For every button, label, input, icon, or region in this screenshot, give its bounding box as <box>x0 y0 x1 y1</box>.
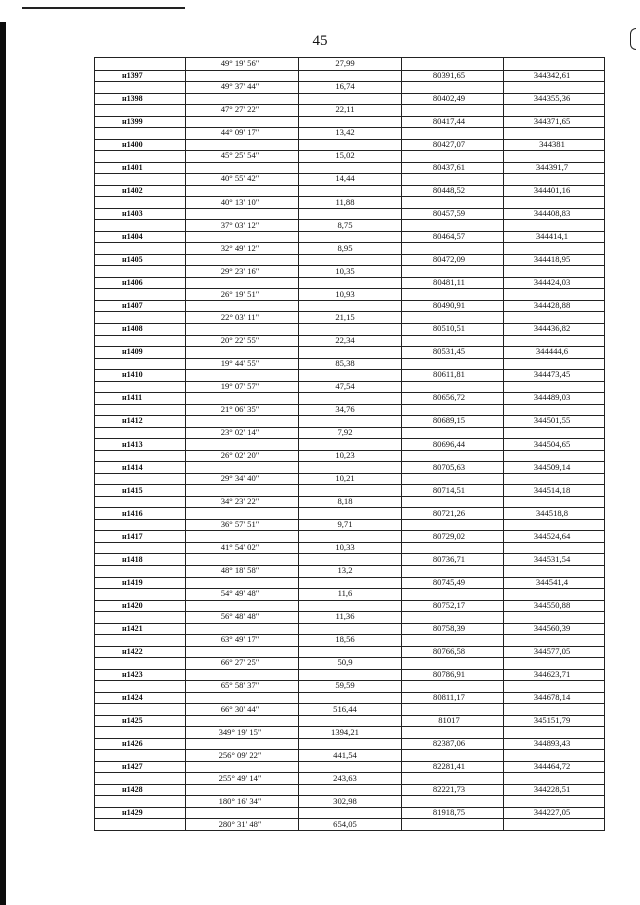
x-coordinate: 81017 <box>438 715 460 725</box>
x-coordinate: 80811,17 <box>433 692 465 702</box>
y-coordinate: 344381 <box>539 139 565 149</box>
y-coordinate: 344436,82 <box>533 323 571 333</box>
segment-length: 10,33 <box>335 542 355 552</box>
x-coordinate: 80752,17 <box>432 600 466 610</box>
direction-angle: 41° 54' 02" <box>220 542 260 552</box>
point-id: н1409 <box>122 347 143 356</box>
segment-length: 10,23 <box>335 450 355 460</box>
point-id: н1399 <box>122 117 143 126</box>
direction-angle: 22° 03' 11" <box>220 312 260 322</box>
point-id: н1404 <box>122 232 143 241</box>
direction-angle: 20° 22' 55" <box>220 335 260 345</box>
direction-angle: 48° 18' 58" <box>220 565 260 575</box>
direction-angle: 54° 49' 48" <box>220 588 260 598</box>
segment-length: 59,59 <box>335 680 355 690</box>
y-coordinate: 344408,83 <box>533 208 571 218</box>
y-coordinate: 344489,03 <box>533 392 571 402</box>
direction-angle: 45° 25' 54" <box>220 150 260 160</box>
y-coordinate: 344227,05 <box>533 807 571 817</box>
segment-length: 441,54 <box>333 750 357 760</box>
point-id: н1401 <box>122 163 143 172</box>
segment-length: 9,71 <box>337 519 353 529</box>
direction-angle: 40° 13' 10" <box>220 197 260 207</box>
x-coordinate: 80656,72 <box>432 392 466 402</box>
x-coordinate: 80481,11 <box>433 277 465 287</box>
segment-length: 302,98 <box>333 796 357 806</box>
segment-length: 7,92 <box>337 427 353 437</box>
y-coordinate: 344509,14 <box>533 462 571 472</box>
y-coordinate: 344228,51 <box>533 784 571 794</box>
y-coordinate: 344355,36 <box>533 93 571 103</box>
segment-length: 50,9 <box>337 657 353 667</box>
direction-angle: 34° 23' 22" <box>220 496 260 506</box>
direction-angle: 26° 19' 51" <box>220 289 260 299</box>
point-id: н1429 <box>122 808 143 817</box>
direction-angle: 255° 49' 14" <box>218 773 262 783</box>
direction-angle: 280° 31' 48" <box>218 819 262 829</box>
direction-angle: 49° 37' 44" <box>220 81 260 91</box>
point-id: н1403 <box>122 209 143 218</box>
x-coordinate: 80448,52 <box>432 185 466 195</box>
x-coordinate: 80714,51 <box>432 485 466 495</box>
y-coordinate: 344414,1 <box>535 231 569 241</box>
direction-angle: 36° 57' 51" <box>220 519 260 529</box>
coordinates-table <box>94 57 605 831</box>
x-coordinate: 82281,41 <box>432 761 466 771</box>
y-coordinate: 344504,65 <box>533 439 571 449</box>
y-coordinate: 344623,71 <box>533 669 571 679</box>
point-id: н1406 <box>122 278 143 287</box>
point-id: н1426 <box>122 739 143 748</box>
direction-angle: 26° 02' 20" <box>220 450 260 460</box>
x-coordinate: 80736,71 <box>432 554 466 564</box>
direction-angle: 19° 44' 55" <box>220 358 260 368</box>
point-id: н1418 <box>122 555 143 564</box>
x-coordinate: 80786,91 <box>432 669 466 679</box>
x-coordinate: 80729,02 <box>432 531 466 541</box>
segment-length: 10,21 <box>335 473 355 483</box>
point-id: н1410 <box>122 370 143 379</box>
y-coordinate: 344518,8 <box>535 508 569 518</box>
y-coordinate: 344444,6 <box>535 346 569 356</box>
segment-length: 85,38 <box>335 358 355 368</box>
x-coordinate: 80611,81 <box>433 369 465 379</box>
point-id: н1405 <box>122 255 143 264</box>
y-coordinate: 344514,18 <box>533 485 571 495</box>
segment-length: 243,63 <box>333 773 357 783</box>
segment-length: 654,05 <box>333 819 357 829</box>
segment-length: 34,76 <box>335 404 355 414</box>
point-id: н1424 <box>122 693 143 702</box>
direction-angle: 49° 19' 56" <box>220 58 260 68</box>
x-coordinate: 80721,26 <box>432 508 466 518</box>
x-coordinate: 80472,09 <box>432 254 466 264</box>
segment-length: 13,2 <box>337 565 353 575</box>
direction-angle: 44° 09' 17" <box>220 127 260 137</box>
x-coordinate: 80391,65 <box>432 70 466 80</box>
y-coordinate: 344391,7 <box>535 162 569 172</box>
y-coordinate: 344342,61 <box>533 70 571 80</box>
x-coordinate: 80766,58 <box>432 646 466 656</box>
point-id: н1397 <box>122 71 143 80</box>
y-coordinate: 344424,03 <box>533 277 571 287</box>
page-number: 45 <box>312 33 328 49</box>
x-coordinate: 80758,39 <box>432 623 466 633</box>
direction-angle: 21° 06' 35" <box>220 404 260 414</box>
point-id: н1425 <box>122 716 143 725</box>
point-id: н1420 <box>122 601 143 610</box>
segment-length: 10,35 <box>335 266 355 276</box>
x-coordinate: 82387,06 <box>432 738 466 748</box>
point-id: н1428 <box>122 785 143 794</box>
x-coordinate: 80745,49 <box>432 577 466 587</box>
point-id: н1417 <box>122 532 143 541</box>
direction-angle: 180° 16' 34" <box>218 796 262 806</box>
point-id: н1419 <box>122 578 143 587</box>
x-coordinate: 80696,44 <box>432 439 466 449</box>
y-coordinate: 344473,45 <box>533 369 571 379</box>
segment-length: 8,95 <box>337 243 353 253</box>
direction-angle: 66° 27' 25" <box>220 657 260 667</box>
y-coordinate: 344524,64 <box>533 531 571 541</box>
top-rule <box>22 7 185 9</box>
direction-angle: 349° 19' 15" <box>218 727 262 737</box>
point-id: н1413 <box>122 440 143 449</box>
segment-length: 1394,21 <box>331 727 359 737</box>
segment-length: 16,74 <box>335 81 355 91</box>
y-coordinate: 344678,14 <box>533 692 571 702</box>
point-id: н1423 <box>122 670 143 679</box>
y-coordinate: 344550,88 <box>533 600 571 610</box>
direction-angle: 56° 48' 48" <box>220 611 260 621</box>
point-id: н1408 <box>122 324 143 333</box>
direction-angle: 47° 27' 22" <box>220 104 260 114</box>
direction-angle: 23° 02' 14" <box>220 427 260 437</box>
point-id: н1421 <box>122 624 143 633</box>
segment-length: 10,93 <box>335 289 355 299</box>
direction-angle: 19° 07' 57" <box>220 381 260 391</box>
point-id: н1416 <box>122 509 143 518</box>
y-coordinate: 344893,43 <box>533 738 571 748</box>
x-coordinate: 80490,91 <box>432 300 466 310</box>
segment-length: 27,99 <box>335 58 355 68</box>
point-id: н1415 <box>122 486 143 495</box>
x-coordinate: 81918,75 <box>432 807 466 817</box>
segment-length: 11,36 <box>335 611 355 621</box>
direction-angle: 256° 09' 22" <box>218 750 262 760</box>
point-id: н1400 <box>122 140 143 149</box>
point-id: н1422 <box>122 647 143 656</box>
y-coordinate: 344371,65 <box>533 116 571 126</box>
x-coordinate: 80402,49 <box>432 93 466 103</box>
x-coordinate: 80705,63 <box>432 462 466 472</box>
segment-length: 8,18 <box>337 496 353 506</box>
point-id: н1412 <box>122 416 143 425</box>
point-id: н1402 <box>122 186 143 195</box>
x-coordinate: 80689,15 <box>432 415 466 425</box>
direction-angle: 29° 23' 16" <box>220 266 260 276</box>
point-id: н1411 <box>122 393 143 402</box>
x-coordinate: 80437,61 <box>432 162 466 172</box>
segment-length: 13,42 <box>335 127 355 137</box>
y-coordinate: 345151,79 <box>533 715 571 725</box>
scan-edge-shadow <box>0 22 6 905</box>
y-coordinate: 344560,39 <box>533 623 571 633</box>
segment-length: 22,11 <box>335 104 355 114</box>
x-coordinate: 80510,51 <box>432 323 466 333</box>
y-coordinate: 344464,72 <box>533 761 571 771</box>
point-id: н1407 <box>122 301 143 310</box>
segment-length: 11,88 <box>335 197 355 207</box>
y-coordinate: 344401,16 <box>533 185 571 195</box>
direction-angle: 66° 30' 44" <box>220 704 260 714</box>
direction-angle: 32° 49' 12" <box>220 243 260 253</box>
x-coordinate: 82221,73 <box>432 784 466 794</box>
segment-length: 516,44 <box>333 704 357 714</box>
point-id: н1414 <box>122 463 143 472</box>
point-id: н1427 <box>122 762 143 771</box>
y-coordinate: 344418,95 <box>533 254 571 264</box>
y-coordinate: 344577,05 <box>533 646 571 656</box>
x-coordinate: 80531,45 <box>432 346 466 356</box>
segment-length: 15,02 <box>335 150 355 160</box>
direction-angle: 40° 55' 42" <box>220 173 260 183</box>
x-coordinate: 80464,57 <box>432 231 466 241</box>
y-coordinate: 344428,88 <box>533 300 571 310</box>
direction-angle: 63° 49' 17" <box>220 634 260 644</box>
segment-length: 22,34 <box>335 335 355 345</box>
direction-angle: 37° 03' 12" <box>220 220 260 230</box>
direction-angle: 65° 58' 37" <box>220 680 260 690</box>
segment-length: 11,6 <box>337 588 353 598</box>
segment-length: 47,54 <box>335 381 355 391</box>
segment-length: 21,15 <box>335 312 355 322</box>
x-coordinate: 80417,44 <box>432 116 466 126</box>
segment-length: 8,75 <box>337 220 353 230</box>
y-coordinate: 344541,4 <box>535 577 569 587</box>
point-id: н1398 <box>122 94 143 103</box>
segment-length: 18,56 <box>335 634 355 644</box>
segment-length: 14,44 <box>335 173 355 183</box>
y-coordinate: 344501,55 <box>533 415 571 425</box>
y-coordinate: 344531,54 <box>533 554 571 564</box>
x-coordinate: 80457,59 <box>432 208 466 218</box>
direction-angle: 29° 34' 40" <box>220 473 260 483</box>
x-coordinate: 80427,07 <box>432 139 466 149</box>
